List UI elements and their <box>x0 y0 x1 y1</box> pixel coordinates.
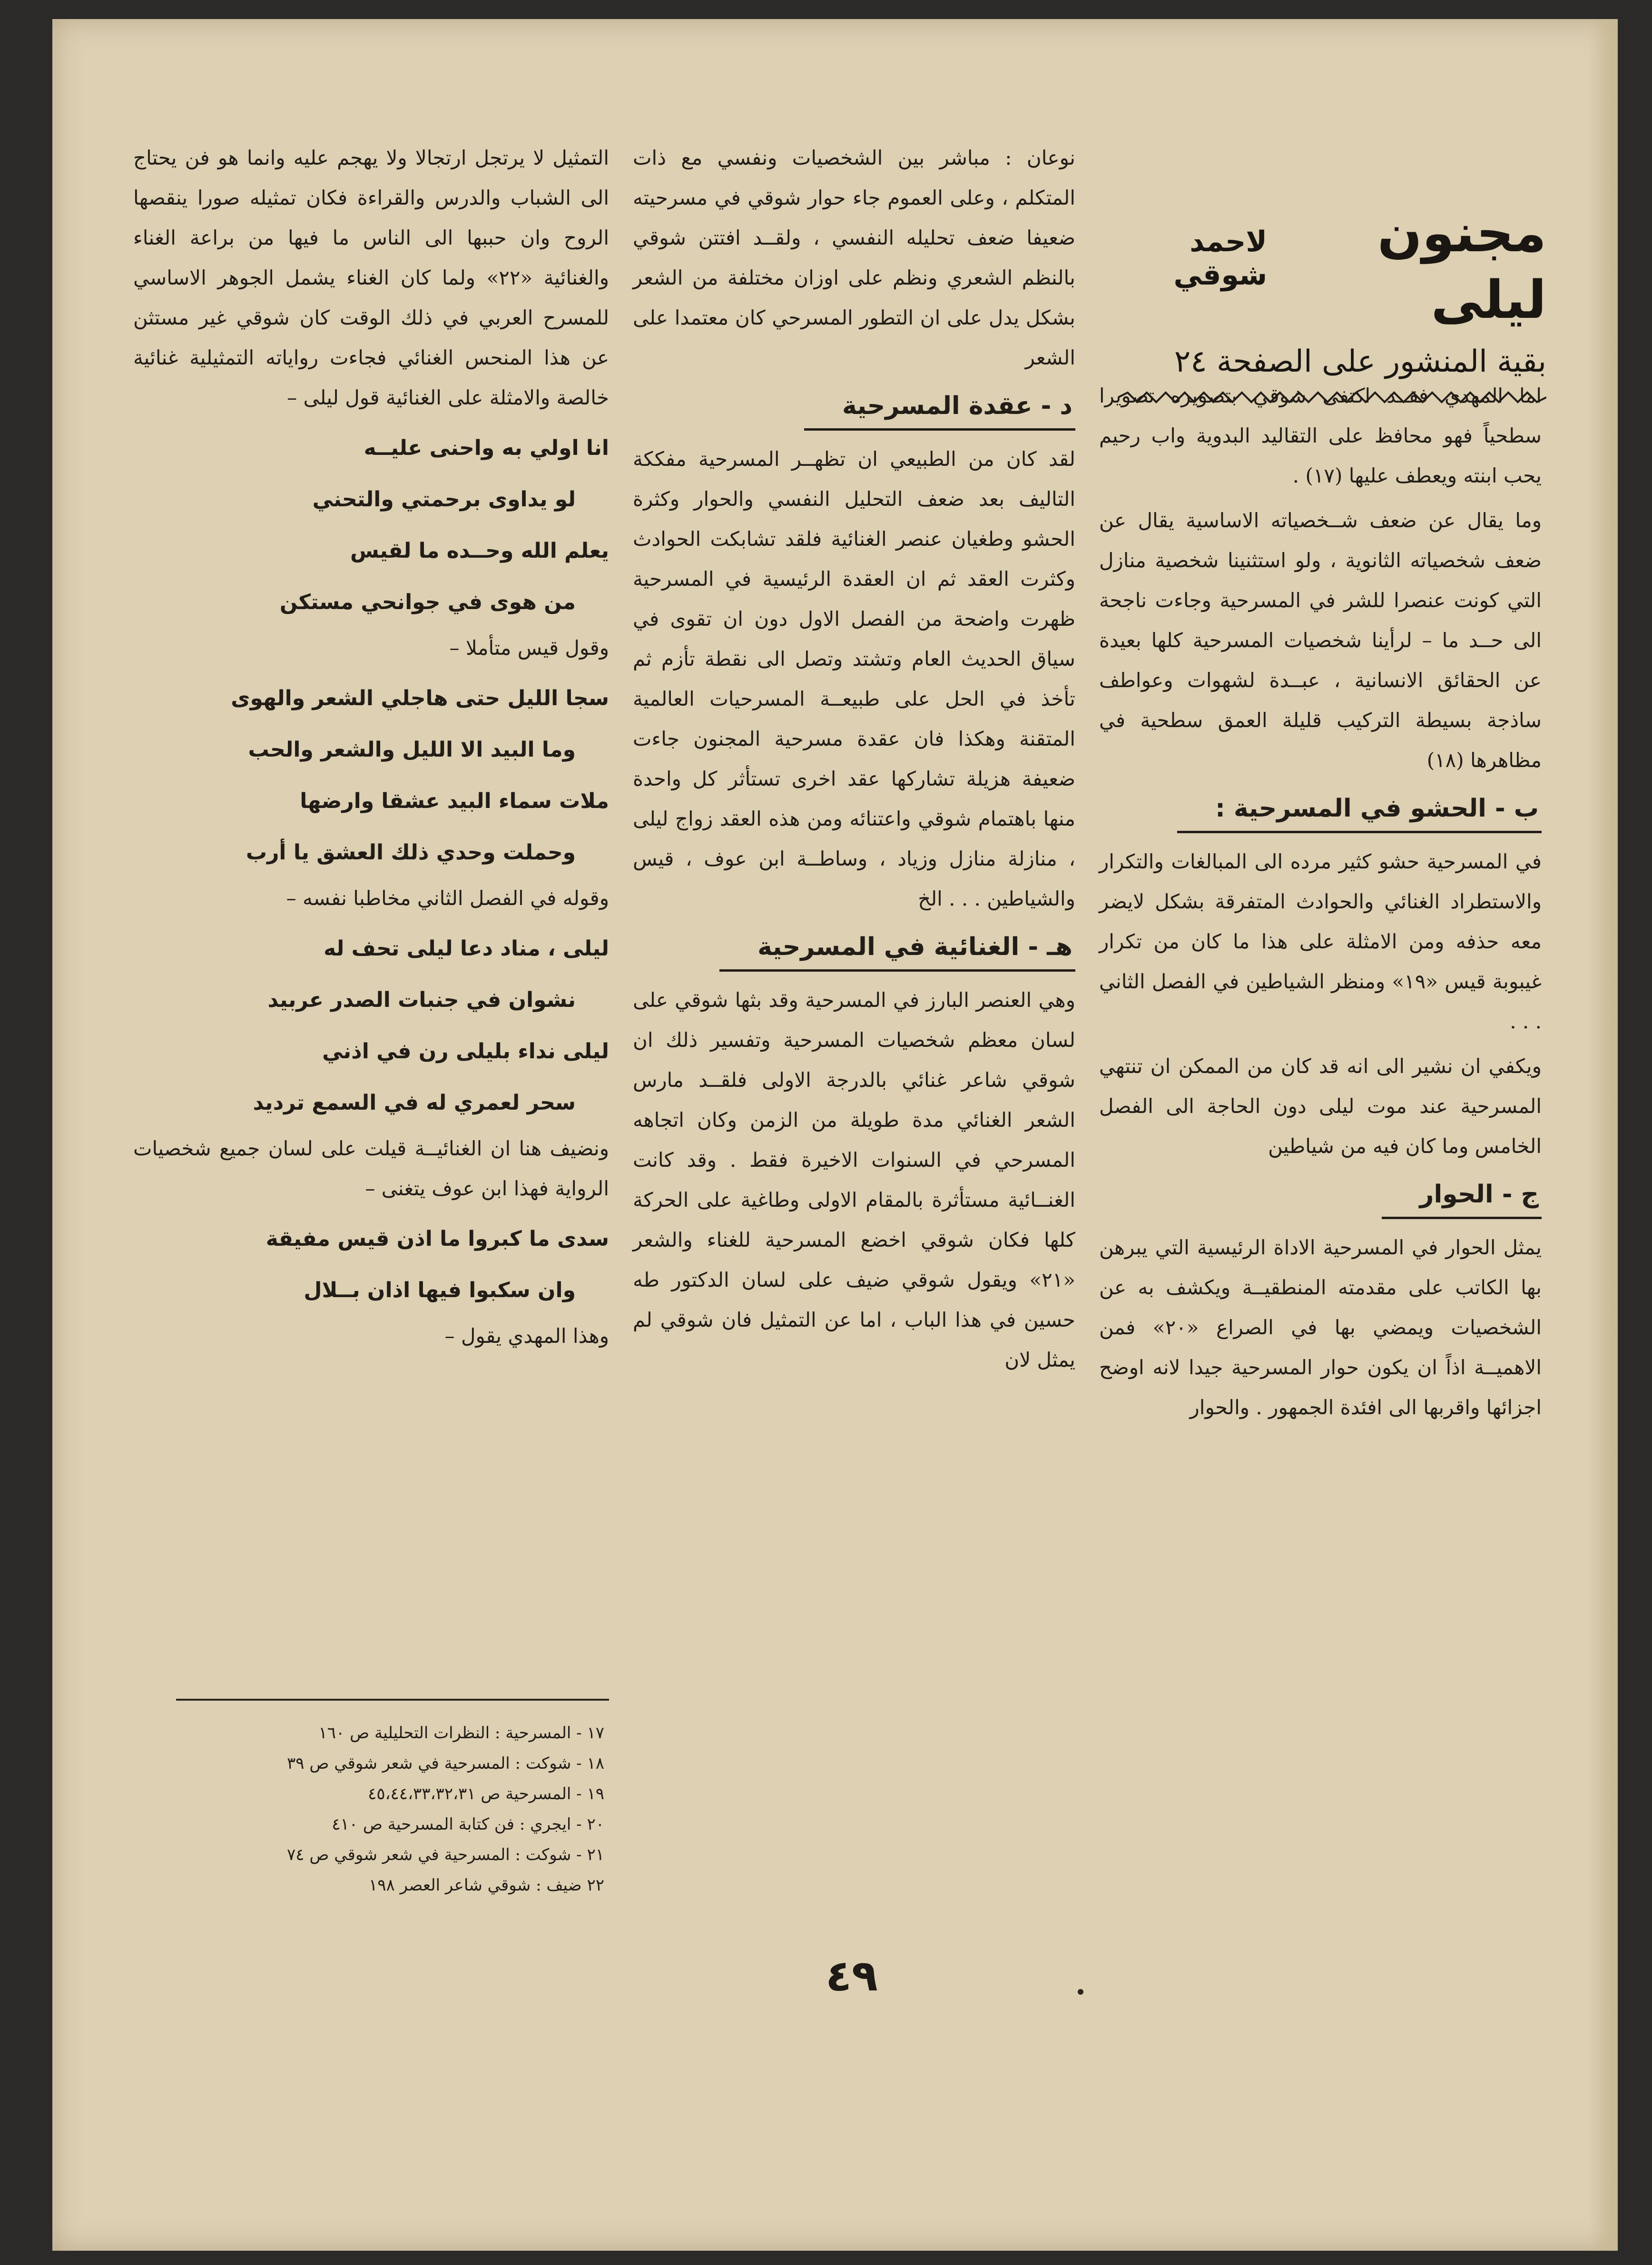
verse-line: من هوى في جوانحي مستكن <box>279 590 576 614</box>
verse-line: سجا الليل حتى هاجلي الشعر والهوى <box>231 686 609 710</box>
article-title: مجنون ليلى <box>1377 203 1546 330</box>
paragraph: ويكفي ان نشير الى انه قد كان من الممكن ان تنتهي المسرحية عند موت ليلى دون الحاجة الى الفصل الخامس وما كان فيه من شياطين <box>1099 1054 1542 1158</box>
footnote: ٢١ - شوكت : المسرحية في شعر شوقي ص ٧٤ <box>287 1845 604 1864</box>
paragraph: ونضيف هنا ان الغنائيــة قيلت على لسان جميع شخصيات الرواية فهذا ابن عوف يتغنى – <box>133 1137 609 1200</box>
article-header <box>1109 200 1546 379</box>
paragraph: في المسرحية حشو كثير مرده الى المبالغات والتكرار والاستطراد الغنائي والحوادث المتفرقة بشكل لايضر معه حذفه ومن الامثلة على هذا ما كان من تكرار غيبوبة قيس «١٩» ومنظر الشياطين في الفصل الثاني . . . <box>1099 850 1542 1033</box>
paragraph: اما المهدي فقــد اكتفى شوقي بتصويره تصويرا سطحياً فهو محافظ على التقاليد البدوية واب رحيم يحب ابنته ويعطف عليها (١٧) . <box>1099 384 1542 487</box>
paragraph: التمثيل لا يرتجل ارتجالا ولا يهجم عليه وانما هو فن يحتاج الى الشباب والدرس والقراءة فكان تمثيله صورا ينقصها الروح وان حببها الى الناس ما فيها من براعة الغناء والغنائية «٢٢» ولما كان الغناء يشمل الجوهر الاساسي للمسرح العربي في ذلك الوقت كان شوقي غير مستثن عن هذا المنحس الغنائي فجاءت رواياته التمثيلية غنائية خالصة والامثلة على الغنائية قول ليلى – <box>133 146 609 409</box>
column-left <box>133 138 609 1361</box>
paragraph: وقوله في الفصل الثاني مخاطبا نفسه – <box>286 886 609 910</box>
magazine-page <box>52 19 1618 2251</box>
title-line <box>1109 200 1546 333</box>
page-edge-shadow <box>1589 19 1618 2251</box>
verse-line: ليلى ، مناد دعا ليلى تحف له <box>324 936 609 961</box>
paragraph: لقد كان من الطبيعي ان تظهــر المسرحية مفككة التاليف بعد ضعف التحليل النفسي والحوار وكثرة الحشو وطغيان عنصر الغنائية فلقد تشابكت الحوادث وكثرت العقد ثم ان العقدة الرئيسية في المسرحية ظهرت واضحة من الفصل الاول دون ان تقوى في سياق الحديث العام وتشتد وتصل الى نقطة تأزم ثم تأخذ في الحل على طبيعــة المسرحيات العالمية المتقنة وهكذا فان عقدة مسرحية المجنون جاءت ضعيفة هزيلة تشاركها عقد اخرى تستأثر كل واحدة منها باهتمام شوقي واعتنائه ومن هذه العقد زواج ليلى ، منازلة منازل وزياد ، وساطــة ابن عوف ، قيس والشياطين . . . الخ <box>633 447 1075 910</box>
paragraph: يمثل الحوار في المسرحية الاداة الرئيسية التي يبرهن بها الكاتب على مقدمته المنطقيــة ويكشف به عن الشخصيات ويمضي بها في الصراع «٢٠» فمن الاهميــة اذاً ان يكون حوار المسرحية جيدا لانه اوضح اجزائها واقربها الى افئدة الجمهور . والحوار <box>1099 1236 1542 1419</box>
verse-line: ملات سماء البيد عشقا وارضها <box>300 789 609 813</box>
section-heading-b: ب - الحشو في المسرحية : <box>1177 787 1542 833</box>
verse-line: سدى ما كبروا ما اذن قيس مفيقة <box>266 1227 609 1251</box>
paragraph: وهذا المهدي يقول – <box>444 1324 609 1348</box>
verse-line: ليلى نداء بليلى رن في اذني <box>322 1039 609 1064</box>
verse-line: وما البيد الا الليل والشعر والحب <box>248 738 576 762</box>
verse-line: يعلم الله وحــده ما لقيس <box>350 539 609 563</box>
footnote: ١٧ - المسرحية : النظرات التحليلية ص ١٦٠ <box>318 1723 604 1743</box>
footnote-divider <box>176 1699 609 1701</box>
verse-line: سحر لعمري له في السمع ترديد <box>253 1091 576 1115</box>
paragraph: وما يقال عن ضعف شــخصياته الاساسية يقال عن ضعف شخصياته الثانوية ، ولو استثنينا شخصية منازل التي كونت عنصرا للشر في المسرحية وجاءت ناجحة الى حــد ما – لرأينا شخصيات المسرحية كلها بعيدة عن الحقائق الانسانية ، عبــدة لشهوات وعواطف ساذجة بسيطة التركيب قليلة العمق سطحية في مظاهرها (١٨) <box>1099 509 1542 772</box>
verse-line: انا اولي به واحنى عليــه <box>364 436 609 460</box>
page-number: ٤٩ <box>826 1951 878 2001</box>
verse-line: لو يداوى برحمتي والتحني <box>312 487 576 512</box>
footnotes <box>176 1718 604 1901</box>
footnote: ٢٠ - ايجري : فن كتابة المسرحية ص ٤١٠ <box>332 1815 604 1834</box>
print-dot <box>1078 1989 1083 1995</box>
section-heading-h: هـ - الغنائية في المسرحية <box>719 926 1075 972</box>
column-middle <box>633 138 1075 1385</box>
article-subtitle: بقية المنشور على الصفحة ٢٤ <box>1174 344 1546 379</box>
footnote: ١٩ - المسرحية ص ٤٥،٤٤،٣٣،٣٢،٣١ <box>368 1784 604 1803</box>
footnote: ١٨ - شوكت : المسرحية في شعر شوقي ص ٣٩ <box>287 1754 604 1773</box>
footnote: ٢٢ ضيف : شوقي شاعر العصر ١٩٨ <box>369 1876 604 1895</box>
verse-line: وان سكبوا فيها اذان بــلال <box>304 1278 576 1302</box>
section-heading-d: د - عقدة المسرحية <box>804 384 1075 431</box>
paragraph: وقول قيس متأملا – <box>449 636 609 660</box>
paragraph: نوعان : مباشر بين الشخصيات ونفسي مع ذات المتكلم ، وعلى العموم جاء حوار شوقي في مسرحيته ضعيفا ضعف تحليله النفسي ، ولقــد افتتن شوقي بالنظم الشعري ونظم على اوزان مختلفة من الشعر بشكل يدل على ان التطور المسرحي كان معتمدا على الشعر <box>633 146 1075 369</box>
column-right <box>1099 376 1542 1432</box>
article-author: لاحمد شوقي <box>1173 225 1268 292</box>
paragraph: وهي العنصر البارز في المسرحية وقد بثها شوقي على لسان معظم شخصيات المسرحية وتفسير ذلك ان شوقي شاعر غنائي بالدرجة الاولى فلقــد مارس الشعر الغنائي مدة طويلة من الزمن وكان اتجاهه المسرحي في السنوات الاخيرة فقط . وقد كانت الغنــائية مستأثرة بالمقام الاولى وطاغية على الحركة كلها فكان شوقي اخضع المسرحية للغناء والشعر «٢١» ويقول شوقي ضيف على لسان الدكتور طه حسين في هذا الباب ، اما عن التمثيل فان شوقي لم يمثل لان <box>633 988 1075 1371</box>
verse-line: نشوان في جنبات الصدر عربيد <box>267 988 576 1012</box>
section-heading-j: ج - الحوار <box>1382 1173 1542 1219</box>
verse-line: وحملت وحدي ذلك العشق يا أرب <box>246 840 576 865</box>
